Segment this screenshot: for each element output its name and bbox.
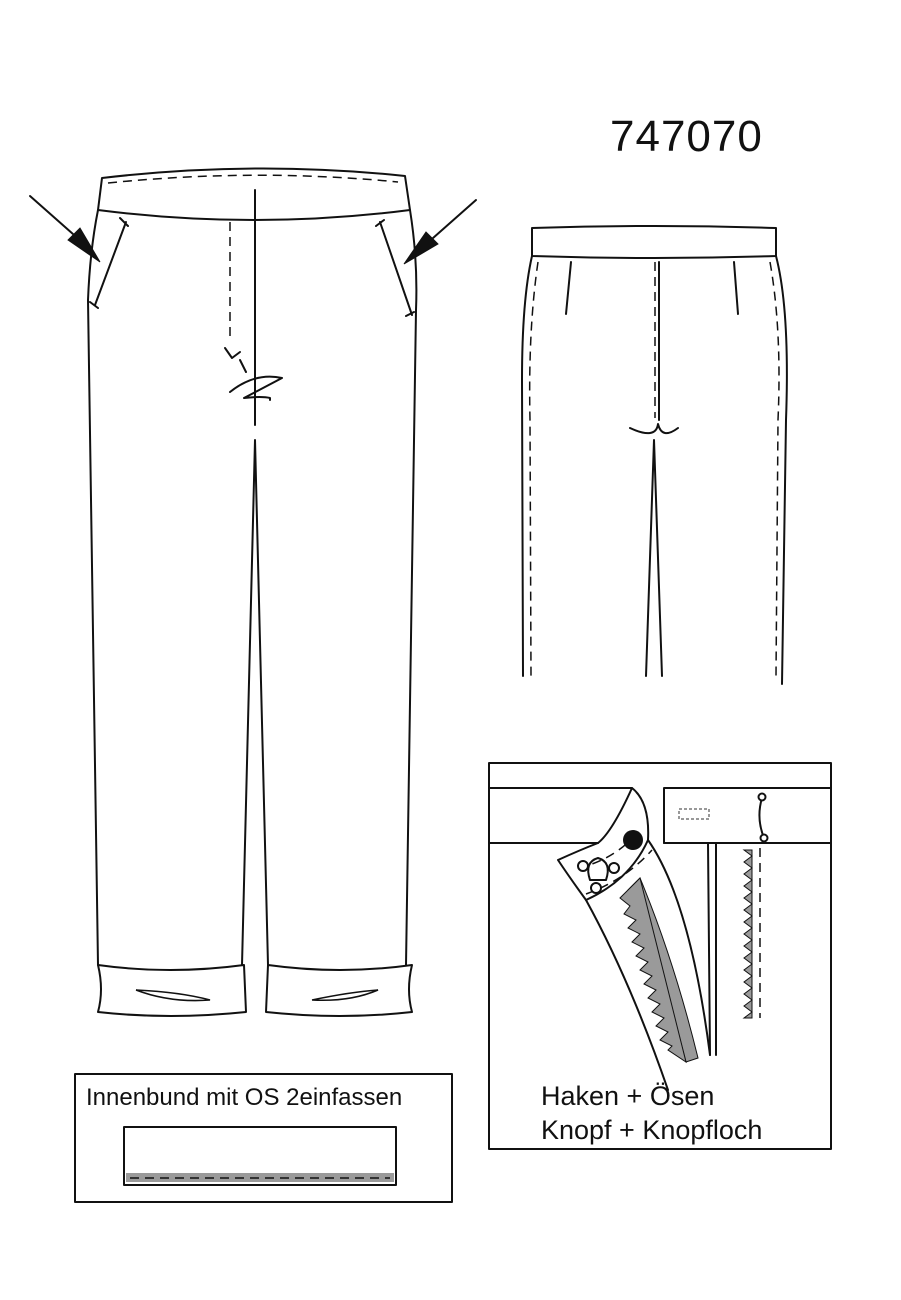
arrow-icon — [404, 200, 476, 264]
back-left-sideseam-stitch — [530, 262, 538, 676]
front-waistband-stitch — [108, 175, 398, 183]
back-view — [522, 226, 787, 684]
hook-icon — [578, 858, 619, 893]
back-right-dart — [734, 262, 738, 314]
button-icon — [623, 830, 643, 850]
right-cuff-fold — [312, 990, 378, 1000]
back-right-sideseam-stitch — [770, 262, 779, 676]
fly-bartack — [225, 348, 240, 358]
left-cuff-fold — [136, 990, 210, 1001]
front-inseam — [242, 440, 268, 965]
hook-icon — [759, 794, 768, 842]
closure-note-line-2: Knopf + Knopfloch — [541, 1115, 763, 1145]
buttonhole-icon — [679, 809, 709, 819]
arrow-icon — [30, 196, 100, 262]
right-slant-pocket — [376, 220, 414, 316]
zipper-teeth-curved — [620, 878, 686, 1062]
back-inseam — [646, 440, 662, 676]
waistband-extension — [664, 788, 831, 843]
back-waistband — [532, 226, 776, 258]
waistband-note: Innenbund mit OS 2einfassen — [86, 1084, 403, 1111]
left-slant-pocket — [90, 218, 128, 308]
style-number: 747070 — [610, 112, 763, 161]
back-crotch-curve — [630, 424, 678, 433]
right-cuff — [266, 965, 412, 1016]
front-view — [30, 168, 476, 1016]
zipper-teeth-right — [744, 850, 752, 1018]
closure-note-line-1: Haken + Ösen — [541, 1081, 715, 1111]
back-left-dart — [566, 262, 571, 314]
back-right-outline — [776, 256, 787, 684]
front-left-leg-outline — [88, 210, 98, 965]
front-right-leg-outline — [406, 210, 416, 965]
left-cuff — [98, 965, 246, 1016]
